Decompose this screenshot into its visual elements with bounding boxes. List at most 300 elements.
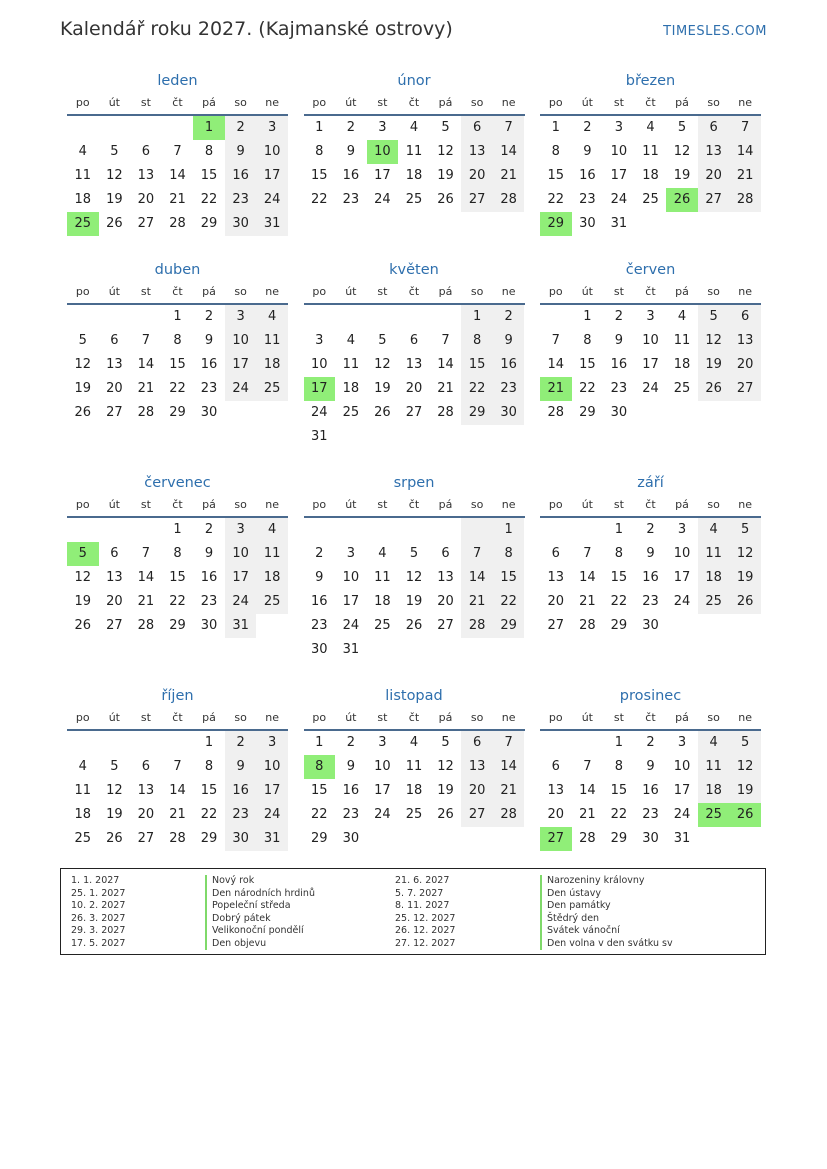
day-cell[interactable]: 3 bbox=[646, 309, 655, 324]
day-cell[interactable]: 28 bbox=[729, 188, 761, 212]
day-cell[interactable]: 5 bbox=[677, 120, 687, 135]
day-cell[interactable]: 12 bbox=[106, 783, 123, 798]
day-cell[interactable]: 5 bbox=[78, 333, 87, 348]
holiday-day-cell[interactable]: 8 bbox=[304, 755, 336, 779]
day-cell[interactable]: 24 bbox=[374, 192, 391, 207]
day-cell[interactable]: 19 bbox=[729, 566, 761, 590]
day-cell[interactable]: 25 bbox=[698, 590, 730, 614]
day-cell[interactable]: 6 bbox=[729, 305, 761, 329]
day-cell[interactable]: 28 bbox=[169, 216, 186, 231]
day-cell[interactable]: 15 bbox=[579, 357, 596, 372]
day-cell[interactable]: 22 bbox=[610, 807, 628, 822]
day-cell[interactable]: 10 bbox=[225, 329, 257, 353]
day-cell[interactable]: 5 bbox=[378, 333, 387, 348]
day-cell[interactable]: 12 bbox=[673, 144, 691, 159]
day-cell[interactable]: 6 bbox=[110, 546, 119, 561]
day-cell[interactable]: 23 bbox=[342, 192, 360, 207]
day-cell[interactable]: 30 bbox=[610, 405, 628, 420]
day-cell[interactable]: 13 bbox=[437, 570, 454, 585]
day-cell[interactable]: 10 bbox=[225, 542, 257, 566]
day-cell[interactable]: 11 bbox=[256, 542, 288, 566]
day-cell[interactable]: 9 bbox=[646, 759, 655, 774]
day-cell[interactable]: 27 bbox=[106, 618, 123, 633]
day-cell[interactable]: 28 bbox=[493, 803, 525, 827]
day-cell[interactable]: 15 bbox=[311, 783, 328, 798]
day-cell[interactable]: 5 bbox=[441, 735, 450, 750]
day-cell[interactable]: 22 bbox=[200, 807, 218, 822]
day-cell[interactable]: 27 bbox=[461, 188, 493, 212]
day-cell[interactable]: 7 bbox=[583, 546, 592, 561]
day-cell[interactable]: 21 bbox=[169, 192, 186, 207]
day-cell[interactable]: 20 bbox=[137, 807, 155, 822]
day-cell[interactable]: 5 bbox=[409, 546, 419, 561]
day-cell[interactable]: 25 bbox=[673, 381, 691, 396]
day-cell[interactable]: 29 bbox=[200, 216, 218, 231]
day-cell[interactable]: 8 bbox=[204, 759, 214, 774]
day-cell[interactable]: 28 bbox=[579, 831, 596, 846]
day-cell[interactable]: 6 bbox=[698, 116, 730, 140]
day-cell[interactable]: 8 bbox=[204, 144, 214, 159]
day-cell[interactable]: 31 bbox=[256, 212, 288, 236]
brand-logo[interactable]: TIMESLES.COM bbox=[663, 24, 767, 39]
day-cell[interactable]: 20 bbox=[698, 164, 730, 188]
day-cell[interactable]: 24 bbox=[256, 803, 288, 827]
day-cell[interactable]: 23 bbox=[342, 807, 360, 822]
day-cell[interactable]: 4 bbox=[346, 333, 355, 348]
day-cell[interactable]: 9 bbox=[646, 546, 655, 561]
day-cell[interactable]: 7 bbox=[729, 116, 761, 140]
day-cell[interactable]: 24 bbox=[374, 807, 391, 822]
day-cell[interactable]: 15 bbox=[200, 168, 218, 183]
day-cell[interactable]: 28 bbox=[579, 618, 596, 633]
day-cell[interactable]: 26 bbox=[698, 377, 730, 401]
day-cell[interactable]: 4 bbox=[78, 759, 87, 774]
day-cell[interactable]: 8 bbox=[173, 546, 182, 561]
day-cell[interactable]: 13 bbox=[698, 140, 730, 164]
day-cell[interactable]: 22 bbox=[311, 192, 328, 207]
day-cell[interactable]: 24 bbox=[256, 188, 288, 212]
day-cell[interactable]: 23 bbox=[610, 381, 628, 396]
day-cell[interactable]: 21 bbox=[137, 381, 155, 396]
day-cell[interactable]: 15 bbox=[169, 570, 186, 585]
day-cell[interactable]: 28 bbox=[137, 618, 155, 633]
day-cell[interactable]: 9 bbox=[346, 759, 355, 774]
day-cell[interactable]: 15 bbox=[311, 168, 328, 183]
day-cell[interactable]: 19 bbox=[74, 594, 92, 609]
day-cell[interactable]: 20 bbox=[405, 381, 423, 396]
day-cell[interactable]: 11 bbox=[698, 755, 730, 779]
day-cell[interactable]: 27 bbox=[137, 831, 155, 846]
day-cell[interactable]: 2 bbox=[646, 522, 655, 537]
day-cell[interactable]: 18 bbox=[256, 566, 288, 590]
day-cell[interactable]: 28 bbox=[137, 405, 155, 420]
day-cell[interactable]: 10 bbox=[311, 357, 328, 372]
day-cell[interactable]: 21 bbox=[137, 594, 155, 609]
day-cell[interactable]: 23 bbox=[225, 188, 257, 212]
day-cell[interactable]: 11 bbox=[342, 357, 360, 372]
day-cell[interactable]: 25 bbox=[405, 807, 423, 822]
day-cell[interactable]: 3 bbox=[346, 546, 355, 561]
day-cell[interactable]: 12 bbox=[729, 542, 761, 566]
day-cell[interactable]: 16 bbox=[225, 164, 257, 188]
day-cell[interactable]: 21 bbox=[493, 779, 525, 803]
day-cell[interactable]: 27 bbox=[106, 405, 123, 420]
day-cell[interactable]: 2 bbox=[346, 120, 355, 135]
day-cell[interactable]: 19 bbox=[437, 783, 454, 798]
holiday-day-cell[interactable]: 5 bbox=[67, 542, 99, 566]
day-cell[interactable]: 14 bbox=[493, 755, 525, 779]
day-cell[interactable]: 27 bbox=[137, 216, 155, 231]
day-cell[interactable]: 22 bbox=[547, 192, 565, 207]
day-cell[interactable]: 17 bbox=[342, 594, 360, 609]
day-cell[interactable]: 25 bbox=[74, 831, 92, 846]
day-cell[interactable]: 26 bbox=[74, 618, 92, 633]
day-cell[interactable]: 26 bbox=[437, 807, 454, 822]
day-cell[interactable]: 13 bbox=[547, 570, 565, 585]
day-cell[interactable]: 30 bbox=[200, 405, 218, 420]
day-cell[interactable]: 18 bbox=[74, 192, 92, 207]
day-cell[interactable]: 16 bbox=[493, 353, 525, 377]
day-cell[interactable]: 2 bbox=[225, 116, 257, 140]
holiday-day-cell[interactable]: 17 bbox=[304, 377, 336, 401]
day-cell[interactable]: 17 bbox=[642, 357, 659, 372]
day-cell[interactable]: 1 bbox=[315, 120, 324, 135]
day-cell[interactable]: 21 bbox=[461, 590, 493, 614]
day-cell[interactable]: 13 bbox=[137, 783, 155, 798]
day-cell[interactable]: 4 bbox=[698, 518, 730, 542]
day-cell[interactable]: 4 bbox=[378, 546, 387, 561]
day-cell[interactable]: 16 bbox=[342, 783, 360, 798]
day-cell[interactable]: 17 bbox=[374, 168, 391, 183]
day-cell[interactable]: 13 bbox=[405, 357, 423, 372]
day-cell[interactable]: 5 bbox=[698, 305, 730, 329]
day-cell[interactable]: 31 bbox=[256, 827, 288, 851]
holiday-day-cell[interactable]: 25 bbox=[698, 803, 730, 827]
day-cell[interactable]: 29 bbox=[493, 614, 525, 638]
day-cell[interactable]: 24 bbox=[225, 590, 257, 614]
day-cell[interactable]: 14 bbox=[493, 140, 525, 164]
day-cell[interactable]: 9 bbox=[204, 333, 214, 348]
day-cell[interactable]: 31 bbox=[311, 429, 328, 444]
day-cell[interactable]: 2 bbox=[346, 735, 355, 750]
day-cell[interactable]: 9 bbox=[583, 144, 592, 159]
day-cell[interactable]: 12 bbox=[729, 755, 761, 779]
day-cell[interactable]: 24 bbox=[342, 618, 360, 633]
day-cell[interactable]: 1 bbox=[614, 522, 624, 537]
day-cell[interactable]: 17 bbox=[256, 779, 288, 803]
day-cell[interactable]: 18 bbox=[405, 783, 423, 798]
day-cell[interactable]: 30 bbox=[493, 401, 525, 425]
day-cell[interactable]: 3 bbox=[677, 522, 687, 537]
day-cell[interactable]: 20 bbox=[547, 594, 565, 609]
day-cell[interactable]: 24 bbox=[642, 381, 659, 396]
day-cell[interactable]: 14 bbox=[579, 783, 596, 798]
day-cell[interactable]: 4 bbox=[256, 305, 288, 329]
holiday-day-cell[interactable]: 25 bbox=[67, 212, 99, 236]
day-cell[interactable]: 8 bbox=[173, 333, 182, 348]
day-cell[interactable]: 28 bbox=[493, 188, 525, 212]
day-cell[interactable]: 3 bbox=[315, 333, 324, 348]
day-cell[interactable]: 19 bbox=[405, 594, 423, 609]
day-cell[interactable]: 12 bbox=[106, 168, 123, 183]
day-cell[interactable]: 17 bbox=[673, 570, 691, 585]
day-cell[interactable]: 20 bbox=[461, 779, 493, 803]
day-cell[interactable]: 8 bbox=[551, 144, 560, 159]
day-cell[interactable]: 3 bbox=[378, 120, 387, 135]
day-cell[interactable]: 29 bbox=[169, 405, 186, 420]
day-cell[interactable]: 7 bbox=[173, 144, 182, 159]
day-cell[interactable]: 18 bbox=[374, 594, 391, 609]
day-cell[interactable]: 18 bbox=[256, 353, 288, 377]
day-cell[interactable]: 12 bbox=[74, 570, 92, 585]
day-cell[interactable]: 3 bbox=[256, 116, 288, 140]
day-cell[interactable]: 27 bbox=[547, 618, 565, 633]
holiday-day-cell[interactable]: 10 bbox=[367, 140, 399, 164]
day-cell[interactable]: 9 bbox=[493, 329, 525, 353]
day-cell[interactable]: 4 bbox=[646, 120, 655, 135]
day-cell[interactable]: 23 bbox=[225, 803, 257, 827]
day-cell[interactable]: 16 bbox=[342, 168, 360, 183]
day-cell[interactable]: 16 bbox=[610, 357, 628, 372]
day-cell[interactable]: 9 bbox=[346, 144, 355, 159]
day-cell[interactable]: 7 bbox=[141, 333, 151, 348]
day-cell[interactable]: 20 bbox=[729, 353, 761, 377]
day-cell[interactable]: 5 bbox=[729, 518, 761, 542]
day-cell[interactable]: 24 bbox=[610, 192, 628, 207]
day-cell[interactable]: 6 bbox=[551, 759, 560, 774]
day-cell[interactable]: 12 bbox=[698, 329, 730, 353]
day-cell[interactable]: 18 bbox=[673, 357, 691, 372]
day-cell[interactable]: 17 bbox=[374, 783, 391, 798]
day-cell[interactable]: 2 bbox=[493, 305, 525, 329]
day-cell[interactable]: 22 bbox=[169, 381, 186, 396]
day-cell[interactable]: 29 bbox=[579, 405, 596, 420]
day-cell[interactable]: 27 bbox=[698, 188, 730, 212]
day-cell[interactable]: 23 bbox=[311, 618, 328, 633]
day-cell[interactable]: 5 bbox=[110, 144, 119, 159]
day-cell[interactable]: 5 bbox=[110, 759, 119, 774]
day-cell[interactable]: 26 bbox=[106, 831, 123, 846]
day-cell[interactable]: 13 bbox=[106, 570, 123, 585]
day-cell[interactable]: 8 bbox=[461, 329, 493, 353]
day-cell[interactable]: 19 bbox=[698, 353, 730, 377]
day-cell[interactable]: 17 bbox=[256, 164, 288, 188]
day-cell[interactable]: 25 bbox=[405, 192, 423, 207]
day-cell[interactable]: 14 bbox=[461, 566, 493, 590]
day-cell[interactable]: 12 bbox=[437, 759, 454, 774]
day-cell[interactable]: 29 bbox=[610, 618, 628, 633]
day-cell[interactable]: 18 bbox=[342, 381, 360, 396]
day-cell[interactable]: 6 bbox=[110, 333, 119, 348]
day-cell[interactable]: 7 bbox=[441, 333, 450, 348]
day-cell[interactable]: 9 bbox=[204, 546, 214, 561]
day-cell[interactable]: 29 bbox=[311, 831, 328, 846]
day-cell[interactable]: 13 bbox=[461, 755, 493, 779]
day-cell[interactable]: 3 bbox=[677, 735, 687, 750]
day-cell[interactable]: 30 bbox=[200, 618, 218, 633]
day-cell[interactable]: 28 bbox=[169, 831, 186, 846]
day-cell[interactable]: 4 bbox=[677, 309, 687, 324]
day-cell[interactable]: 14 bbox=[729, 140, 761, 164]
day-cell[interactable]: 10 bbox=[673, 546, 691, 561]
day-cell[interactable]: 29 bbox=[200, 831, 218, 846]
day-cell[interactable]: 4 bbox=[698, 731, 730, 755]
day-cell[interactable]: 24 bbox=[673, 594, 691, 609]
day-cell[interactable]: 30 bbox=[342, 831, 360, 846]
holiday-day-cell[interactable]: 21 bbox=[540, 377, 572, 401]
day-cell[interactable]: 12 bbox=[374, 357, 391, 372]
day-cell[interactable]: 23 bbox=[579, 192, 596, 207]
day-cell[interactable]: 20 bbox=[547, 807, 565, 822]
day-cell[interactable]: 15 bbox=[200, 783, 218, 798]
day-cell[interactable]: 17 bbox=[673, 783, 691, 798]
day-cell[interactable]: 8 bbox=[315, 144, 324, 159]
day-cell[interactable]: 24 bbox=[311, 405, 328, 420]
day-cell[interactable]: 7 bbox=[493, 116, 525, 140]
day-cell[interactable]: 23 bbox=[200, 381, 218, 396]
day-cell[interactable]: 16 bbox=[579, 168, 596, 183]
day-cell[interactable]: 1 bbox=[551, 120, 560, 135]
day-cell[interactable]: 13 bbox=[729, 329, 761, 353]
day-cell[interactable]: 16 bbox=[311, 594, 328, 609]
day-cell[interactable]: 6 bbox=[141, 759, 151, 774]
day-cell[interactable]: 6 bbox=[441, 546, 450, 561]
day-cell[interactable]: 5 bbox=[441, 120, 450, 135]
day-cell[interactable]: 21 bbox=[729, 164, 761, 188]
holiday-day-cell[interactable]: 29 bbox=[540, 212, 572, 236]
day-cell[interactable]: 23 bbox=[200, 594, 218, 609]
day-cell[interactable]: 25 bbox=[342, 405, 360, 420]
day-cell[interactable]: 31 bbox=[342, 642, 360, 657]
day-cell[interactable]: 7 bbox=[493, 731, 525, 755]
day-cell[interactable]: 12 bbox=[405, 570, 423, 585]
day-cell[interactable]: 16 bbox=[225, 779, 257, 803]
day-cell[interactable]: 9 bbox=[614, 333, 624, 348]
day-cell[interactable]: 31 bbox=[610, 216, 628, 231]
day-cell[interactable]: 22 bbox=[579, 381, 596, 396]
day-cell[interactable]: 14 bbox=[137, 357, 155, 372]
day-cell[interactable]: 11 bbox=[374, 570, 391, 585]
day-cell[interactable]: 30 bbox=[311, 642, 328, 657]
day-cell[interactable]: 11 bbox=[256, 329, 288, 353]
day-cell[interactable]: 20 bbox=[137, 192, 155, 207]
day-cell[interactable]: 19 bbox=[673, 168, 691, 183]
day-cell[interactable]: 2 bbox=[225, 731, 257, 755]
day-cell[interactable]: 16 bbox=[642, 783, 659, 798]
day-cell[interactable]: 1 bbox=[461, 305, 493, 329]
day-cell[interactable]: 11 bbox=[74, 783, 92, 798]
day-cell[interactable]: 1 bbox=[583, 309, 592, 324]
day-cell[interactable]: 10 bbox=[374, 759, 391, 774]
day-cell[interactable]: 21 bbox=[437, 381, 454, 396]
day-cell[interactable]: 10 bbox=[342, 570, 360, 585]
day-cell[interactable]: 17 bbox=[225, 566, 257, 590]
day-cell[interactable]: 22 bbox=[493, 590, 525, 614]
day-cell[interactable]: 20 bbox=[461, 164, 493, 188]
day-cell[interactable]: 1 bbox=[614, 735, 624, 750]
day-cell[interactable]: 17 bbox=[225, 353, 257, 377]
day-cell[interactable]: 19 bbox=[106, 807, 123, 822]
day-cell[interactable]: 6 bbox=[461, 731, 493, 755]
day-cell[interactable]: 1 bbox=[173, 309, 182, 324]
day-cell[interactable]: 1 bbox=[173, 522, 182, 537]
day-cell[interactable]: 13 bbox=[106, 357, 123, 372]
day-cell[interactable]: 8 bbox=[583, 333, 592, 348]
day-cell[interactable]: 19 bbox=[437, 168, 454, 183]
day-cell[interactable]: 29 bbox=[610, 831, 628, 846]
day-cell[interactable]: 11 bbox=[642, 144, 659, 159]
day-cell[interactable]: 23 bbox=[642, 807, 659, 822]
day-cell[interactable]: 22 bbox=[610, 594, 628, 609]
day-cell[interactable]: 1 bbox=[204, 735, 214, 750]
day-cell[interactable]: 15 bbox=[547, 168, 565, 183]
day-cell[interactable]: 21 bbox=[579, 807, 596, 822]
day-cell[interactable]: 15 bbox=[461, 353, 493, 377]
day-cell[interactable]: 3 bbox=[256, 731, 288, 755]
day-cell[interactable]: 3 bbox=[225, 305, 257, 329]
day-cell[interactable]: 7 bbox=[173, 759, 182, 774]
day-cell[interactable]: 26 bbox=[106, 216, 123, 231]
day-cell[interactable]: 30 bbox=[579, 216, 596, 231]
day-cell[interactable]: 26 bbox=[729, 590, 761, 614]
day-cell[interactable]: 20 bbox=[106, 594, 123, 609]
day-cell[interactable]: 29 bbox=[169, 618, 186, 633]
day-cell[interactable]: 8 bbox=[614, 759, 624, 774]
day-cell[interactable]: 30 bbox=[642, 618, 659, 633]
day-cell[interactable]: 12 bbox=[74, 357, 92, 372]
day-cell[interactable]: 3 bbox=[225, 518, 257, 542]
day-cell[interactable]: 16 bbox=[200, 357, 218, 372]
day-cell[interactable]: 26 bbox=[437, 192, 454, 207]
day-cell[interactable]: 10 bbox=[610, 144, 628, 159]
day-cell[interactable]: 13 bbox=[461, 140, 493, 164]
day-cell[interactable]: 29 bbox=[461, 401, 493, 425]
day-cell[interactable]: 23 bbox=[493, 377, 525, 401]
day-cell[interactable]: 22 bbox=[461, 377, 493, 401]
day-cell[interactable]: 27 bbox=[437, 618, 454, 633]
day-cell[interactable]: 7 bbox=[461, 542, 493, 566]
day-cell[interactable]: 18 bbox=[642, 168, 659, 183]
day-cell[interactable]: 18 bbox=[698, 779, 730, 803]
day-cell[interactable]: 2 bbox=[583, 120, 592, 135]
day-cell[interactable]: 16 bbox=[642, 570, 659, 585]
day-cell[interactable]: 6 bbox=[461, 116, 493, 140]
day-cell[interactable]: 10 bbox=[256, 755, 288, 779]
day-cell[interactable]: 25 bbox=[642, 192, 659, 207]
day-cell[interactable]: 31 bbox=[225, 614, 257, 638]
day-cell[interactable]: 15 bbox=[169, 357, 186, 372]
day-cell[interactable]: 4 bbox=[256, 518, 288, 542]
day-cell[interactable]: 21 bbox=[579, 594, 596, 609]
holiday-day-cell[interactable]: 1 bbox=[193, 116, 225, 140]
day-cell[interactable]: 14 bbox=[169, 168, 186, 183]
day-cell[interactable]: 14 bbox=[579, 570, 596, 585]
day-cell[interactable]: 12 bbox=[437, 144, 454, 159]
day-cell[interactable]: 6 bbox=[409, 333, 419, 348]
day-cell[interactable]: 14 bbox=[547, 357, 565, 372]
day-cell[interactable]: 20 bbox=[106, 381, 123, 396]
day-cell[interactable]: 21 bbox=[493, 164, 525, 188]
day-cell[interactable]: 4 bbox=[78, 144, 87, 159]
day-cell[interactable]: 22 bbox=[169, 594, 186, 609]
day-cell[interactable]: 4 bbox=[409, 735, 419, 750]
day-cell[interactable]: 6 bbox=[141, 144, 151, 159]
day-cell[interactable]: 30 bbox=[225, 212, 257, 236]
day-cell[interactable]: 24 bbox=[673, 807, 691, 822]
day-cell[interactable]: 15 bbox=[610, 570, 628, 585]
day-cell[interactable]: 7 bbox=[583, 759, 592, 774]
day-cell[interactable]: 2 bbox=[315, 546, 324, 561]
